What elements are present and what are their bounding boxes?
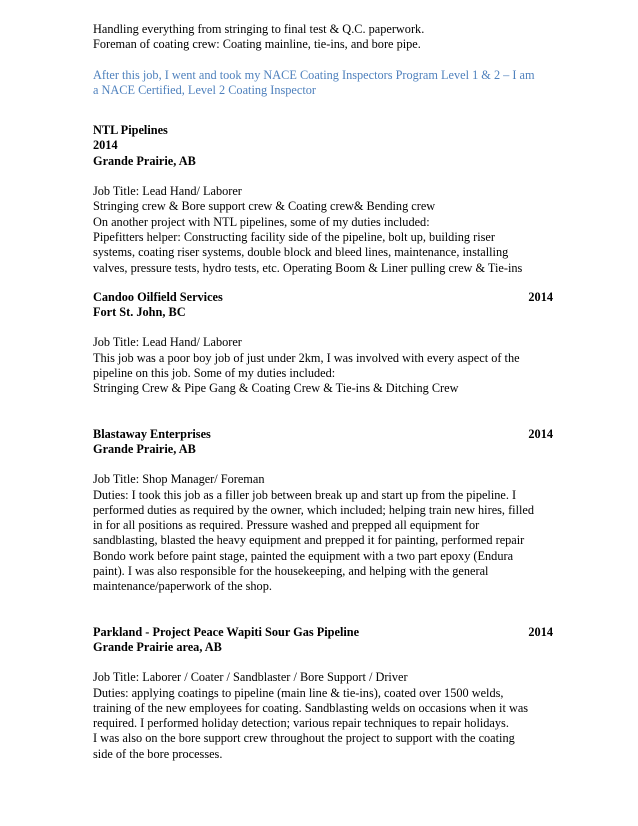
job-entry-parkland <box>93 625 553 762</box>
job-year: 2014 <box>528 289 553 304</box>
job-header <box>93 625 553 640</box>
certification-note: a NACE Certified, Level 2 Coating Inspector <box>93 82 316 97</box>
job-line: Bondo work before paint stage, painted the equipment with a two part epoxy (Endura <box>93 548 514 563</box>
job-entry-blastaway <box>93 427 553 595</box>
job-line: On another project with NTL pipelines, some of my duties included: <box>93 214 430 229</box>
resume-page <box>93 22 553 762</box>
job-year: 2014 <box>528 624 553 639</box>
job-line: sandblasting, blasted the heavy equipment and prepped it for painting, performed repair <box>93 533 525 548</box>
job-line: valves, pressure tests, hydro tests, etc. Operating Boom & Liner pulling crew & Tie-ins <box>93 260 523 275</box>
job-title: Job Title: Laborer / Coater / Sandblaster / Bore Support / Driver <box>93 670 408 685</box>
company-name: Candoo Oilfield Services <box>93 289 223 304</box>
job-title: Job Title: Lead Hand/ Laborer <box>93 184 242 199</box>
job-line: Duties: I took this job as a filler job between break up and start up from the pipeline. I <box>93 487 517 502</box>
intro-section <box>93 22 553 98</box>
job-year: 2014 <box>93 138 118 153</box>
job-line: Duties: applying coatings to pipeline (main line & tie-ins), coated over 1500 welds, <box>93 685 504 700</box>
job-title: Job Title: Shop Manager/ Foreman <box>93 472 265 487</box>
job-header <box>93 427 553 442</box>
job-line: training of the new employees for coating. Sandblasting welds on occasions when it was <box>93 700 529 715</box>
job-line: Stringing Crew & Pipe Gang & Coating Crew & Tie-ins & Ditching Crew <box>93 381 459 396</box>
job-location: Grande Prairie, AB <box>93 153 196 168</box>
job-line: side of the bore processes. <box>93 746 223 761</box>
job-entry-ntl <box>93 123 553 276</box>
job-header <box>93 290 553 305</box>
job-year: 2014 <box>528 426 553 441</box>
job-location: Grande Prairie area, AB <box>93 639 222 654</box>
company-name: Blastaway Enterprises <box>93 426 211 441</box>
intro-line: Foreman of coating crew: Coating mainline, tie-ins, and bore pipe. <box>93 37 421 52</box>
job-entry-candoo <box>93 290 553 397</box>
job-line: This job was a poor boy job of just under 2km, I was involved with every aspect of the <box>93 350 520 365</box>
intro-line: Handling everything from stringing to final test & Q.C. paperwork. <box>93 22 425 36</box>
job-line: pipeline on this job. Some of my duties included: <box>93 366 336 381</box>
job-line: in for all positions as required. Pressure washed and prepped all equipment for <box>93 518 480 533</box>
job-location: Grande Prairie, AB <box>93 441 196 456</box>
job-line: required. I performed holiday detection; various repair techniques to repair holidays. <box>93 716 509 731</box>
job-title: Job Title: Lead Hand/ Laborer <box>93 335 242 350</box>
job-line: maintenance/paperwork of the shop. <box>93 579 272 594</box>
job-line: paint). I was also responsible for the housekeeping, and helping with the general <box>93 564 489 579</box>
company-name: NTL Pipelines <box>93 123 168 138</box>
company-name: Parkland - Project Peace Wapiti Sour Gas Pipeline <box>93 624 360 639</box>
job-line: Stringing crew & Bore support crew & Coating crew& Bending crew <box>93 199 436 214</box>
job-line: systems, coating riser systems, double block and bleed lines, maintenance, installing <box>93 245 509 260</box>
job-line: Pipefitters helper: Constructing facility side of the pipeline, bolt up, building riser <box>93 229 495 244</box>
job-location: Fort St. John, BC <box>93 305 186 320</box>
job-line: performed duties as required by the owner, which included; helping train new hires, filled <box>93 502 535 517</box>
job-line: I was also on the bore support crew throughout the project to support with the coating <box>93 731 515 746</box>
certification-note: After this job, I went and took my NACE Coating Inspectors Program Level 1 & 2 – I am <box>93 67 535 82</box>
